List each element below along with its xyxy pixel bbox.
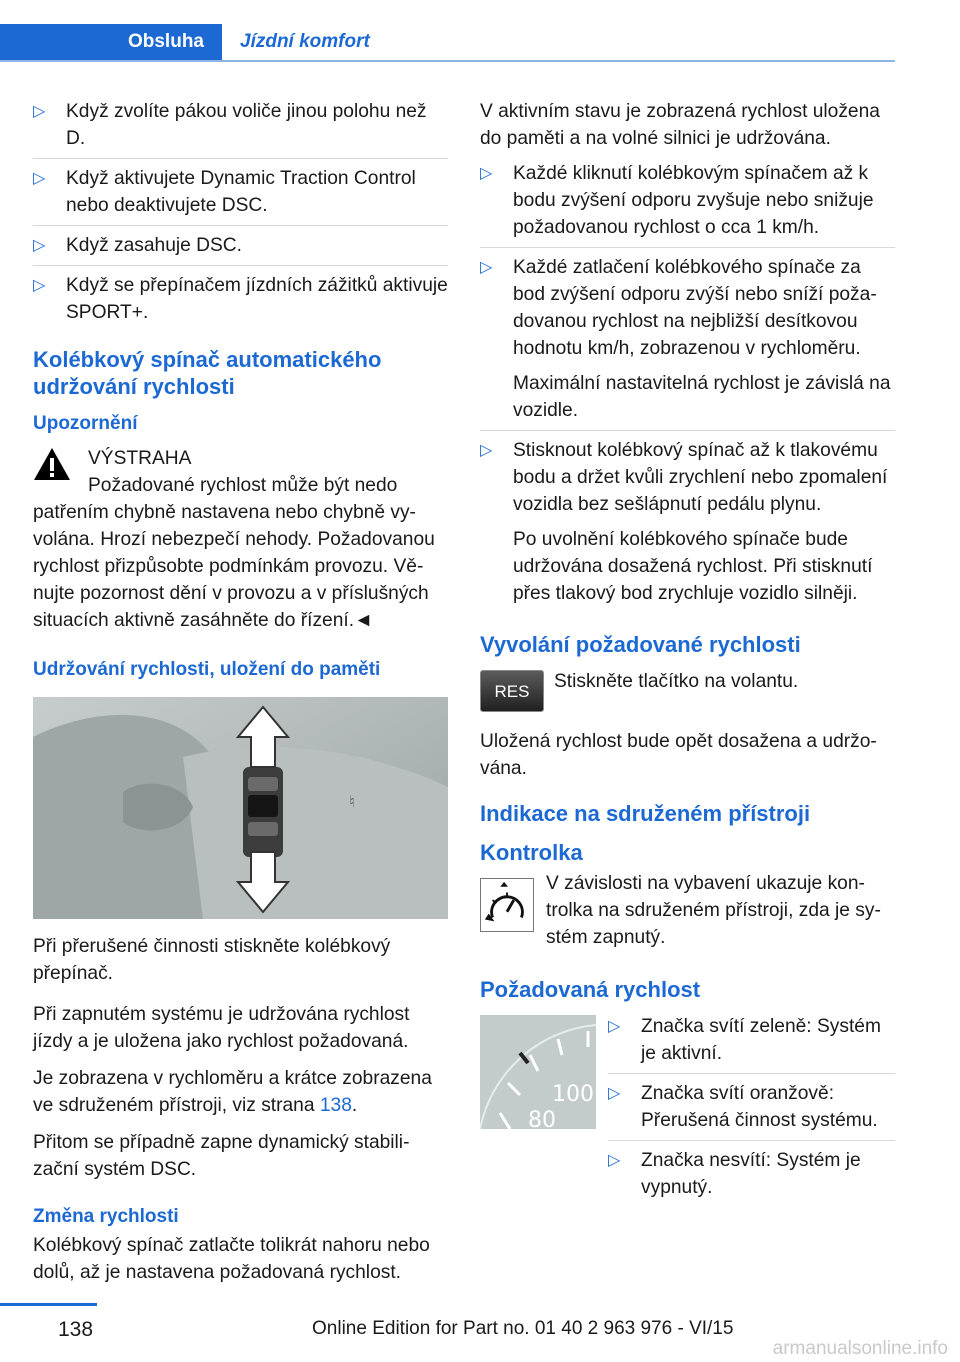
triangle-bullet-icon: ▷ [33, 237, 46, 254]
list-item [608, 1013, 895, 1074]
res-text: Stiskněte tlačítko na volantu. [554, 671, 799, 692]
warning-title: VÝSTRAHA [88, 448, 192, 469]
heading-change: Změna rychlosti [33, 1206, 179, 1227]
bullet-text: Značka nesvítí: Systém je vypnutý. [641, 1150, 861, 1198]
bullet-extra-text: Maximální nastavitelná rychlost je závislá na vozidle. [513, 373, 891, 421]
paragraph: Při zapnutém systému je udržována rychlost jízdy a je uložena jako rychlost požadovaná. [33, 1004, 410, 1052]
gauge-label-80: 80 [528, 1108, 556, 1129]
bullet-text: Když aktivujete Dynamic Traction Control nebo deaktivujete DSC. [66, 168, 416, 216]
bullet-text: Když se přepínačem jízdních zážitků aktivuje SPORT+. [66, 275, 448, 323]
warning-triangle-icon [33, 447, 71, 481]
bullet-text: Každé zatlačení kolébkového spínače za bod zvýšení odporu zvýší nebo sníží požadovanou rychlost na nejbližší desítkovou hodnotu km/h, zobrazenou v rychloměru. [513, 257, 877, 359]
lamp-description [480, 870, 895, 960]
bullet-text: Když zvolíte pákou voliče jinou polohu než D. [66, 101, 427, 149]
watermark: armanualsonline.info [772, 1338, 948, 1359]
bullet-extra-text: Po uvolnění kolébkového spínače bude udržována dosažená rychlost. Při stisknutí přes tlakový bod zrychluje vozidlo silněji. [513, 529, 873, 604]
warning-text-first: Požadované rychlost může být nedo [88, 475, 398, 496]
paragraph: Při přerušené činnosti stiskněte kolébkový přepínač. [33, 936, 391, 984]
triangle-bullet-icon: ▷ [480, 259, 493, 276]
triangle-bullet-icon: ▷ [33, 103, 46, 120]
res-button-label: RES [494, 681, 530, 701]
heading-cluster: Indikace na sdruženém přístroji [480, 801, 811, 826]
bullet-text: Každé kliknutí kolébkovým spínačem až k bodu zvýšení odporu zvyšuje nebo snižuje požadovanou rychlost o cca 1 km/h. [513, 163, 874, 238]
list-item [608, 1080, 895, 1141]
cruise-control-indicator-icon [480, 878, 534, 932]
bullet-text: Když zasahuje DSC. [66, 235, 242, 256]
paragraph: V aktivním stavu je zobrazená rychlost uložena do paměti a na volné silnici je udržována. [480, 101, 880, 149]
heading-warning: Upozornění [33, 413, 138, 434]
left-column [33, 98, 448, 1296]
edition-note: Online Edition for Part no. 01 40 2 963 976 - VI/15 [312, 1318, 734, 1339]
bullet-text: Značka svítí zeleně: Systém je aktivní. [641, 1016, 881, 1064]
gauge-label-100: 100 [552, 1082, 594, 1107]
right-column [480, 98, 895, 1213]
res-button-icon [480, 670, 544, 712]
tab-obsluha-label: Obsluha [127, 31, 204, 52]
warning-text: patřením chybně nastavena nebo chybně vyvolána. Hrozí nebezpečí nehody. Požadovanou rychlost přizpůsobte podmínkám provozu. Věnujte pozornost dění v provozu a v příslušných situacích aktivně zasáhněte do řízení.◄ [33, 502, 435, 631]
list-item [33, 232, 448, 266]
heading-hold: Udržování rychlosti, uložení do paměti [33, 659, 381, 680]
warning-block [33, 445, 448, 634]
heading-switch: Kolébkový spínač automatického udržování rychlosti [33, 347, 382, 399]
paragraph-with-link [33, 1065, 448, 1119]
list-item [33, 165, 448, 226]
speedometer-illustration [480, 1015, 596, 1129]
triangle-bullet-icon: ▷ [480, 165, 493, 182]
res-instruction [480, 668, 895, 718]
lamp-text: V závislosti na vybavení ukazuje kontrolka na sdruženém přístroji, zda je systém zapnutý. [546, 873, 881, 948]
list-item [33, 272, 448, 332]
header-rule [0, 60, 895, 62]
steering-wheel-illustration [33, 697, 448, 919]
svg-text:♮: ♮ [349, 792, 355, 811]
list-item [33, 98, 448, 159]
tab-obsluha[interactable] [0, 24, 222, 60]
heading-desired: Požadovaná rychlost [480, 977, 701, 1002]
triangle-bullet-icon: ▷ [608, 1152, 621, 1169]
triangle-bullet-icon: ▷ [608, 1085, 621, 1102]
paragraph-text: . [351, 1095, 358, 1116]
list-item [480, 160, 895, 248]
tab-jizdni-komfort[interactable]: Jízdní komfort [240, 31, 370, 52]
speedometer-image [480, 1015, 596, 1129]
paragraph: Kolébkový spínač zatlačte tolikrát nahoru nebo dolů, až je nastavena požadovaná rychlost. [33, 1235, 430, 1283]
paragraph: Uložená rychlost bude opět dosažena a udržována. [480, 731, 877, 779]
paragraph: Přitom se případně zapne dynamický stabilizační systém DSC. [33, 1132, 410, 1180]
list-item [608, 1147, 895, 1207]
list-item [480, 254, 895, 431]
list-item [480, 437, 895, 613]
desired-speed-section [480, 1013, 895, 1207]
bullet-text: Stisknout kolébkový spínač až k tlakovému bodu a držet kvůli zrychlení nebo zpomalení vozidla bez sešlápnutí pedálu plynu. [513, 440, 888, 515]
steering-wheel-switch-image [33, 697, 448, 919]
paragraph-text: Je zobrazena v rychloměru a krátce zobrazena ve sdruženém přístroji, viz strana [33, 1068, 432, 1116]
heading-lamp: Kontrolka [480, 840, 583, 865]
triangle-bullet-icon: ▷ [608, 1018, 621, 1035]
heading-recall: Vyvolání požadované rychlosti [480, 632, 801, 657]
triangle-bullet-icon: ▷ [33, 277, 46, 294]
bullet-text: Značka svítí oranžově: Přerušená činnost systému. [641, 1083, 878, 1131]
header-tabbar [0, 24, 895, 62]
page-number: 138 [58, 1318, 94, 1341]
footer-rule [0, 1303, 97, 1306]
page-link[interactable]: 138 [319, 1095, 352, 1116]
triangle-bullet-icon: ▷ [33, 170, 46, 187]
triangle-bullet-icon: ▷ [480, 442, 493, 459]
